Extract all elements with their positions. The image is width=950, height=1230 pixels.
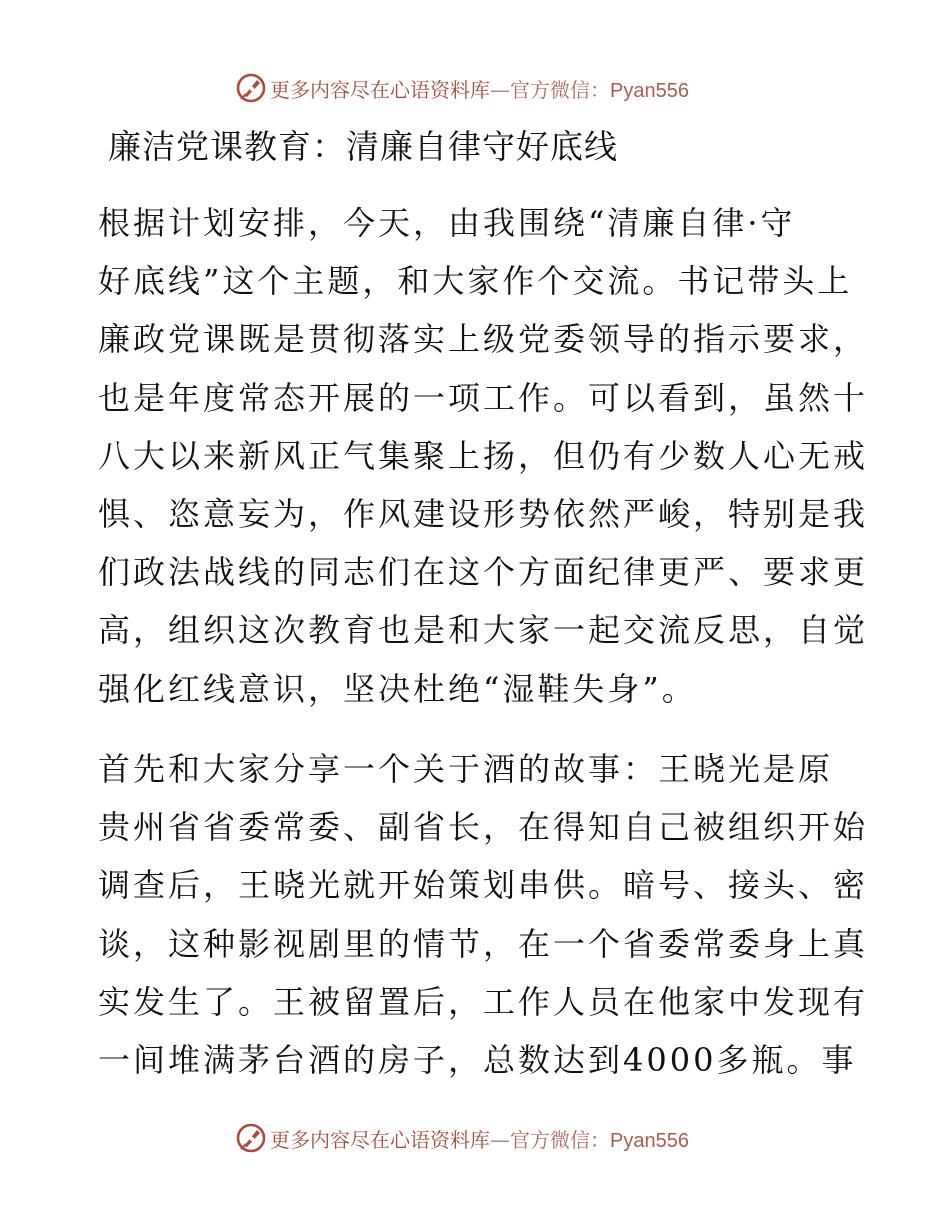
footer-banner (0, 1122, 950, 1158)
text-line: 惧、恣意妄为，作风建设形势依然严峻，特别是我 (98, 495, 869, 534)
banner-wechat-id: Pyan556 (610, 80, 689, 102)
banner-wechat-label: 官方微信： (510, 78, 610, 102)
text-line: 强化红线意识，坚决杜绝“湿鞋失身”。 (98, 669, 697, 708)
text-line: 也是年度常态开展的一项工作。可以看到，虽然十 (98, 378, 869, 417)
document-title: 廉洁党课教育：清廉自律守好底线 (108, 127, 618, 166)
banner-text (270, 1128, 689, 1153)
text-line: 高，组织这次教育也是和大家一起交流反思，自觉 (98, 611, 869, 650)
text-line: 一间堆满茅台酒的房子，总数达到4000多瓶。事 (98, 1041, 857, 1080)
quill-pen-logo-icon (235, 1122, 267, 1154)
quill-pen-logo-icon (235, 72, 267, 104)
header-banner (0, 72, 950, 108)
paragraph-1 (98, 194, 869, 718)
text-line: 谈，这种影视剧里的情节，在一个省委常委身上真 (98, 924, 869, 963)
banner-wechat-id: Pyan556 (610, 1130, 689, 1152)
banner-slogan: 更多内容尽在心语资料库 (270, 78, 490, 102)
banner-slogan: 更多内容尽在心语资料库 (270, 1128, 490, 1152)
text-line: 调查后，王晓光就开始策划串供。暗号、接头、密 (98, 866, 869, 905)
text-line: 实发生了。王被留置后，工作人员在他家中发现有 (98, 982, 869, 1021)
text-line: 好底线”这个主题，和大家作个交流。书记带头上 (98, 262, 853, 301)
paragraph-2 (98, 740, 869, 1089)
banner-text (270, 78, 689, 103)
text-line: 贵州省省委常委、副省长，在得知自己被组织开始 (98, 808, 869, 847)
text-line: 首先和大家分享一个关于酒的故事：王晓光是原 (98, 750, 834, 788)
text-line: 廉政党课既是贯彻落实上级党委领导的指示要求， (98, 320, 869, 359)
text-line: 八大以来新风正气集聚上扬，但仍有少数人心无戒 (98, 436, 869, 475)
banner-separator: — (490, 78, 510, 102)
banner-separator: — (490, 1128, 510, 1152)
text-line: 根据计划安排，今天，由我围绕“清廉自律·守 (98, 204, 796, 242)
banner-wechat-label: 官方微信： (510, 1128, 610, 1152)
text-line: 们政法战线的同志们在这个方面纪律更严、要求更 (98, 553, 869, 592)
